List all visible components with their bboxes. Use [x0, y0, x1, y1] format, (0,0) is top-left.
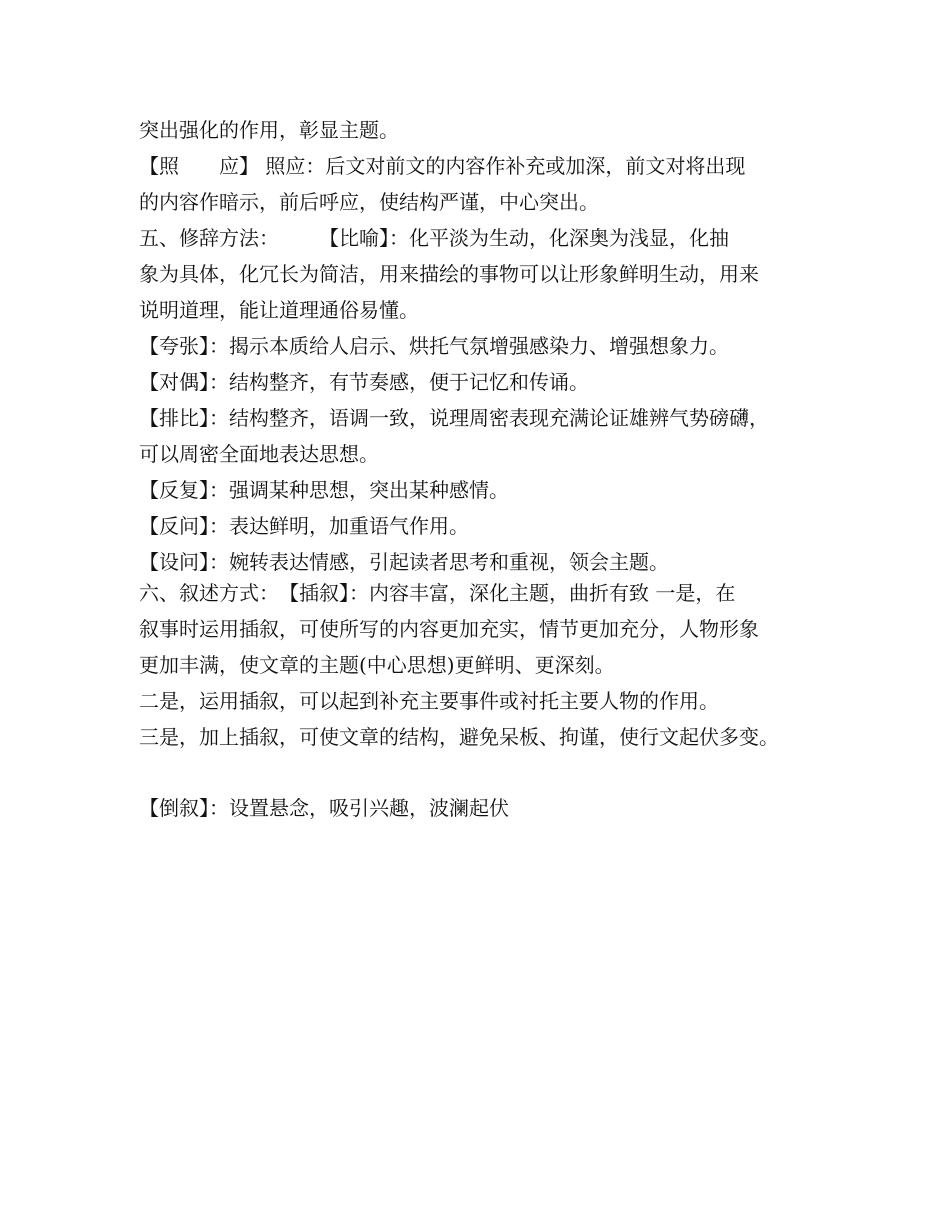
- text-line: 【对偶】：结构整齐，有节奏感，便于记忆和传诵。: [139, 370, 589, 394]
- text-line: 【排比】：结构整齐，语调一致，说理周密表现充满论证雄辨气势磅礴，: [139, 406, 769, 430]
- text-line: 【倒叙】：设置悬念，吸引兴趣，波澜起伏: [139, 796, 509, 820]
- text-line: 【反复】：强调某种思想，突出某种感情。: [139, 478, 509, 502]
- text-line: 六、叙述方式： 【插叙】：内容丰富，深化主题，曲折有致 一是，在: [139, 581, 736, 605]
- text-line: 叙事时运用插叙，可使所写的内容更加充实，情节更加充分，人物形象: [139, 617, 759, 641]
- text-line: 象为具体，化冗长为简洁，用来描绘的事物可以让形象鲜明生动，用来: [139, 262, 759, 286]
- text-line: 【照 应】 照应：后文对前文的内容作补充或加深，前文对将出现: [139, 154, 746, 178]
- text-line: 说明道理，能让道理通俗易懂。: [139, 298, 419, 322]
- text-line: 更加丰满，使文章的主题(中心思想)更鲜明、更深刻。: [139, 653, 615, 677]
- text-line: 【夸张】：揭示本质给人启示、烘托气氛增强感染力、增强想象力。: [139, 334, 729, 358]
- text-line: 五、修辞方法： 【比喻】：化平淡为生动，化深奥为浅显，化抽: [139, 226, 729, 250]
- text-line: 可以周密全面地表达思想。: [139, 442, 379, 466]
- text-line: 【反问】：表达鲜明，加重语气作用。: [139, 514, 469, 538]
- text-line: 二是，运用插叙，可以起到补充主要事件或衬托主要人物的作用。: [139, 689, 719, 713]
- text-line: 突出强化的作用，彰显主题。: [139, 118, 399, 142]
- text-line: 三是，加上插叙，可使文章的结构，避免呆板、拘谨，使行文起伏多变。: [139, 725, 779, 749]
- text-line: 的内容作暗示，前后呼应，使结构严谨，中心突出。: [139, 190, 599, 214]
- text-line: 【设问】：婉转表达情感，引起读者思考和重视，领会主题。: [139, 550, 669, 574]
